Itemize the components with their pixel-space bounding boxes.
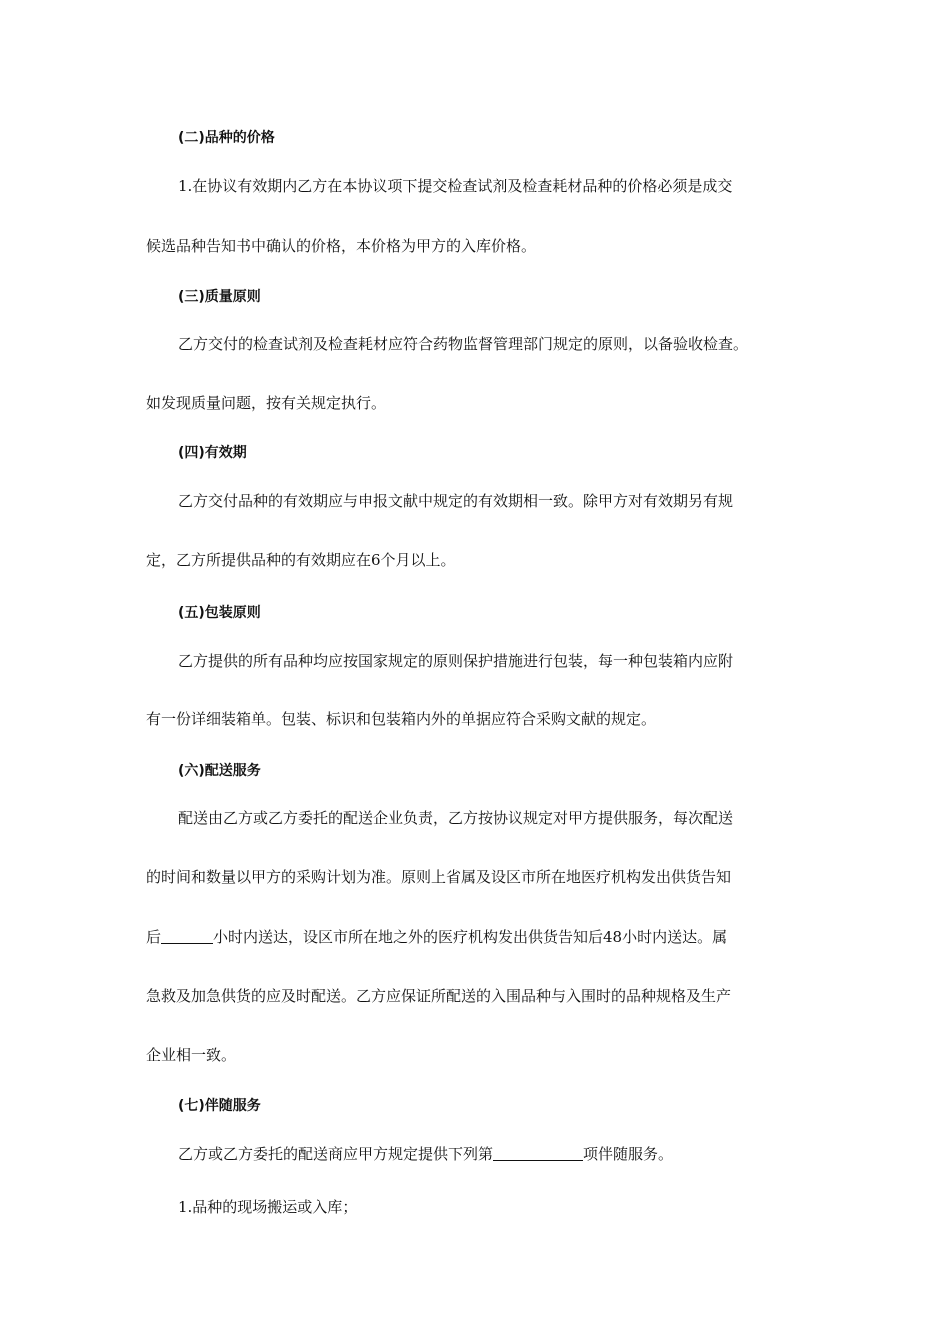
fill-in-blank-hours[interactable] xyxy=(161,927,213,944)
section-heading-delivery: (六)配送服务 xyxy=(178,763,261,779)
section-heading-price: (二)品种的价格 xyxy=(178,130,275,146)
paragraph-line: 如发现质量问题，按有关规定执行。 xyxy=(146,394,387,412)
paragraph-line: 企业相一致。 xyxy=(146,1046,237,1064)
paragraph-line: 配送由乙方或乙方委托的配送企业负责，乙方按协议规定对甲方提供服务，每次配送 xyxy=(178,809,734,827)
paragraph-line: 乙方提供的所有品种均应按国家规定的原则保护措施进行包装，每一种包装箱内应附 xyxy=(178,652,734,670)
paragraph-line xyxy=(178,1144,848,1164)
section-heading-validity: (四)有效期 xyxy=(178,445,247,461)
paragraph-line: 的时间和数量以甲方的采购计划为准。原则上省属及设区市所在地医疗机构发出供货告知 xyxy=(146,868,732,886)
text-segment: 后 xyxy=(146,928,162,946)
paragraph-line: 候选品种告知书中确认的价格，本价格为甲方的入库价格。 xyxy=(146,237,537,255)
paragraph-line: 乙方交付品种的有效期应与申报文献中规定的有效期相一致。除甲方对有效期另有规 xyxy=(178,492,734,510)
text-segment: 小时内送达，设区市所在地之外的医疗机构发出供货告知后48小时内送达。属 xyxy=(213,928,728,946)
fill-in-blank-service-items[interactable] xyxy=(493,1144,583,1161)
paragraph-line: 急救及加急供货的应及时配送。乙方应保证所配送的入围品种与入围时的品种规格及生产 xyxy=(146,987,732,1005)
paragraph-line: 有一份详细装箱单。包装、标识和包装箱内外的单据应符合采购文献的规定。 xyxy=(146,710,657,728)
section-heading-service: (七)伴随服务 xyxy=(178,1098,261,1114)
text-segment: 乙方或乙方委托的配送商应甲方规定提供下列第 xyxy=(178,1145,494,1163)
text-segment: 项伴随服务。 xyxy=(583,1145,674,1163)
list-item: 1.品种的现场搬运或入库； xyxy=(178,1198,358,1216)
paragraph-line: 1.在协议有效期内乙方在本协议项下提交检查试剂及检查耗材品种的价格必须是成交 xyxy=(178,177,733,195)
paragraph-line: 定，乙方所提供品种的有效期应在6个月以上。 xyxy=(146,551,456,569)
paragraph-line: 乙方交付的检查试剂及检查耗材应符合药物监督管理部门规定的原则，以备验收检查。 xyxy=(178,335,749,353)
section-heading-packaging: (五)包装原则 xyxy=(178,605,261,621)
paragraph-line xyxy=(146,927,816,947)
section-heading-quality: (三)质量原则 xyxy=(178,289,261,305)
